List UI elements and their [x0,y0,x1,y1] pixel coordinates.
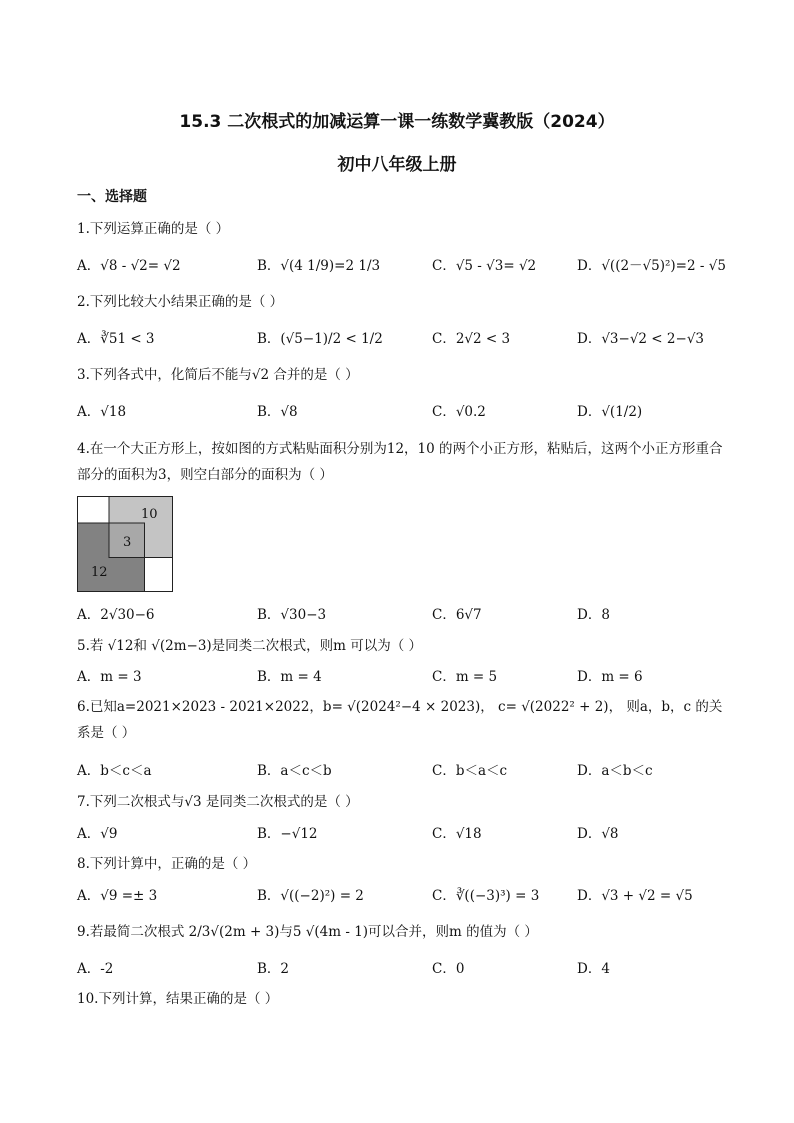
q5-option-d: D．m = 6 [577,669,643,685]
q2-option-d: D．√3−√2 < 2−√3 [577,331,705,347]
question-2-stem: 2.下列比较大小结果正确的是（ ） [77,294,284,310]
q2-option-c: C．2√2 < 3 [432,331,511,347]
q4-option-d: D．8 [577,607,610,623]
q6-option-c: C．b＜a＜c [432,763,508,779]
q1-option-c: C．√5 - √3= √2 [432,258,537,274]
question-10-stem: 10.下列计算，结果正确的是（ ） [77,991,279,1007]
q8-option-b: B．√((−2)²) = 2 [257,888,364,904]
q7-option-d: D．√8 [577,826,619,842]
q4-option-c: C．6√7 [432,607,482,623]
q5-option-a: A．m = 3 [77,669,142,685]
q6-option-a: A．b＜c＜a [77,763,152,779]
label-3: 3 [123,535,132,550]
label-10: 10 [141,507,158,522]
q1-option-d: D．√((2－√5)²)=2 - √5 [577,258,726,274]
section-heading: 一、选择题 [77,189,147,205]
question-7-stem: 7.下列二次根式与√3 是同类二次根式的是（ ） [77,794,359,810]
q8-option-d: D．√3 + √2 = √5 [577,888,693,904]
q7-option-b: B．−√12 [257,826,318,842]
q3-option-a: A．√18 [77,404,127,420]
q2-option-a: A．∛51 < 3 [77,331,155,347]
q4-option-b: B．√30−3 [257,607,327,623]
overlapping-squares-figure [77,496,173,592]
q1-option-b: B．√(4 1/9)=2 1/3 [257,258,381,274]
label-12: 12 [91,565,108,580]
q1-option-a: A．√8 - √2= √2 [77,258,181,274]
question-6-stem: 6.已知a=2021×2023 - 2021×2022，b= √(2024²−4 × 2023)， c= √(2022² + 2)， 则a，b，c 的关系是（ ） [77,699,723,741]
page-subtitle: 初中八年级上册 [337,155,457,175]
q3-option-b: B．√8 [257,404,298,420]
q8-option-c: C．∛((−3)³) = 3 [432,888,540,904]
q3-option-c: C．√0.2 [432,404,486,420]
q9-option-b: B．2 [257,961,290,977]
question-1-stem: 1.下列运算正确的是（ ） [77,221,230,237]
question-8-stem: 8.下列计算中，正确的是（ ） [77,856,257,872]
question-4-stem: 4.在一个大正方形上，按如图的方式粘贴面积分别为12，10 的两个小正方形，粘贴后，这两个小正方形重合部分的面积为3，则空白部分的面积为（ ） [77,441,723,483]
q5-option-b: B．m = 4 [257,669,322,685]
q5-option-c: C．m = 5 [432,669,498,685]
q6-option-d: D．a＜b＜c [577,763,653,779]
q7-option-a: A．√9 [77,826,118,842]
q9-option-d: D．4 [577,961,610,977]
question-9-stem: 9.若最简二次根式 2/3√(2m + 3)与5 √(4m - 1)可以合并，则m 的值为（ ） [77,924,538,940]
q7-option-c: C．√18 [432,826,482,842]
question-5-stem: 5.若 √12和 √(2m−3)是同类二次根式，则m 可以为（ ） [77,638,423,654]
q3-option-d: D．√(1/2) [577,404,643,420]
page-title: 15.3 二次根式的加减运算一课一练数学冀教版（2024） [179,112,615,132]
q8-option-a: A．√9 =± 3 [77,888,158,904]
q9-option-a: A．-2 [77,961,114,977]
q6-option-b: B．a＜c＜b [257,763,332,779]
q4-option-a: A．2√30−6 [77,607,155,623]
q2-option-b: B．(√5−1)/2 < 1/2 [257,331,383,347]
q9-option-c: C．0 [432,961,465,977]
question-3-stem: 3.下列各式中，化简后不能与√2 合并的是（ ） [77,367,359,383]
